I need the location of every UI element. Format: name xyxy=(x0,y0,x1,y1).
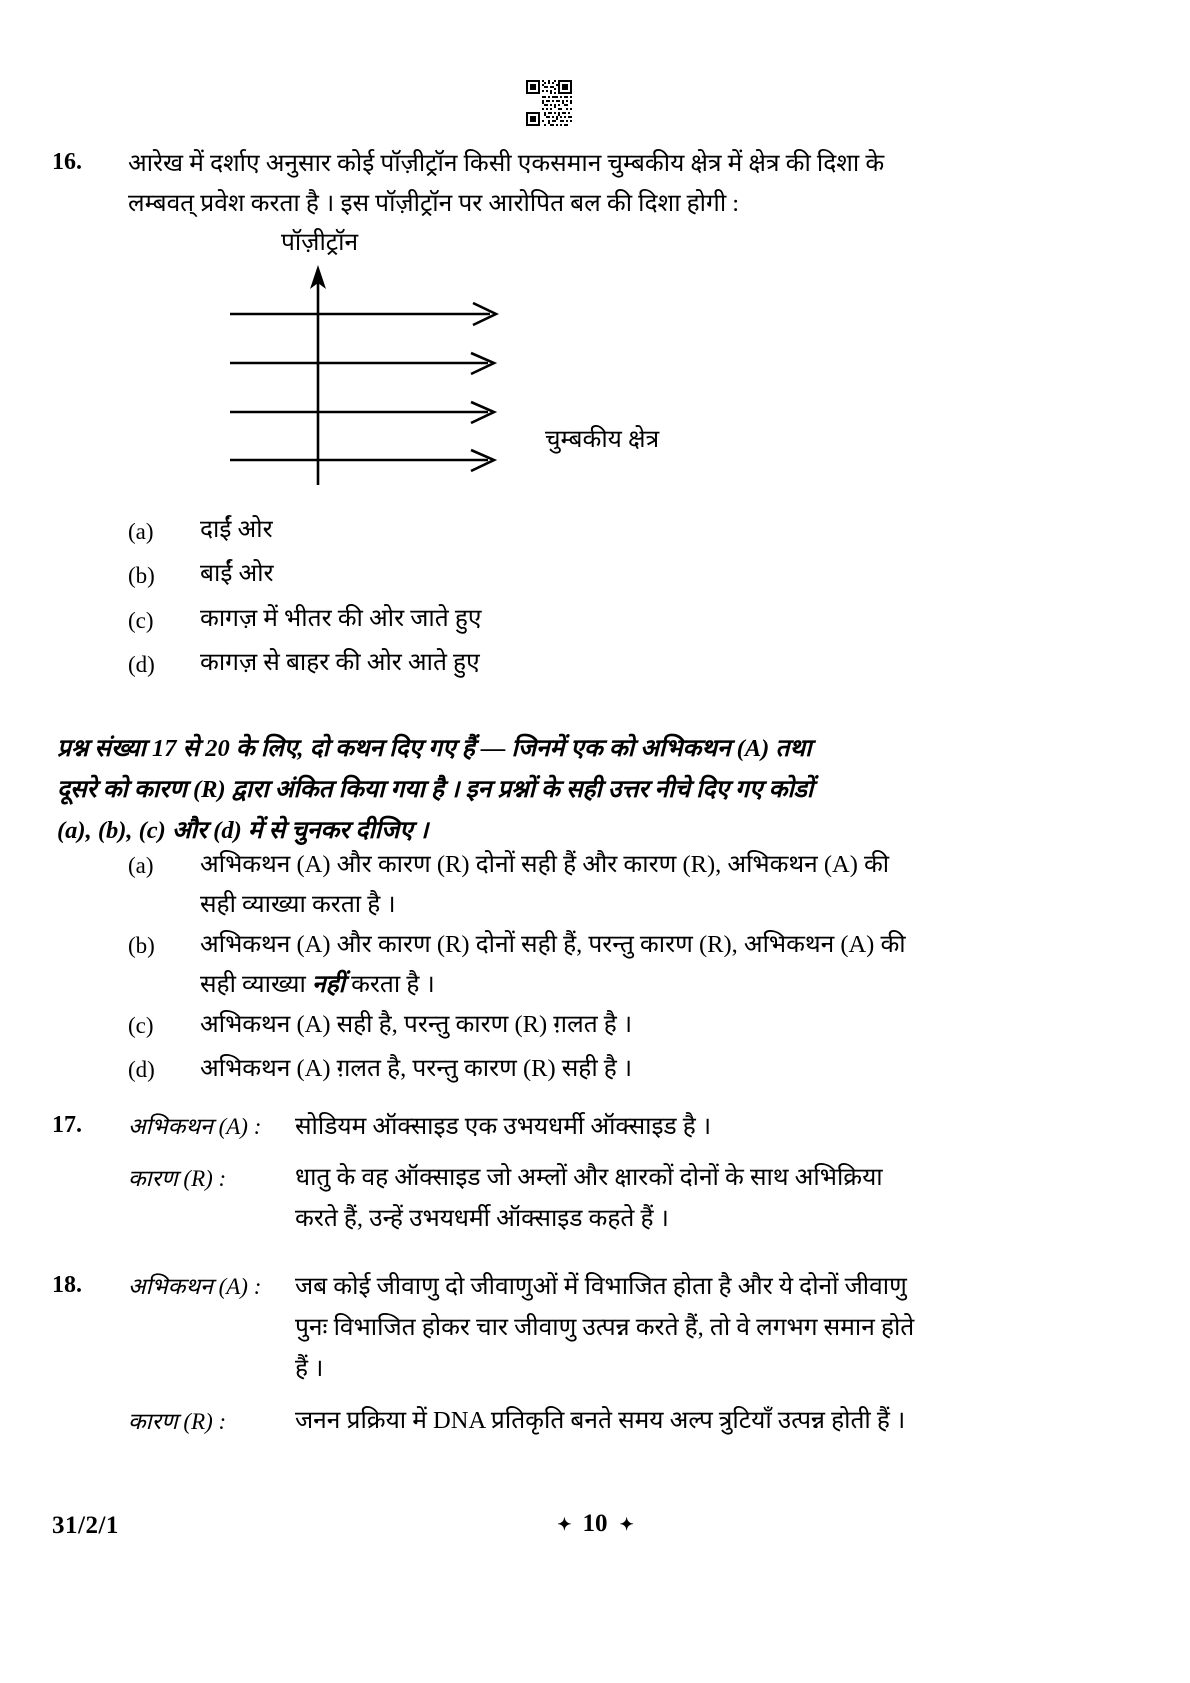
assertion-instructions-line-1: प्रश्न संख्या 17 से 20 के लिए, दो कथन दिए गए हैं — जिनमें एक को अभिकथन (A) तथा xyxy=(57,735,812,762)
question-17-reason-line-1: धातु के वह ऑक्साइड जो अम्लों और क्षारकों दोनों के साथ अभिक्रिया xyxy=(295,1164,883,1191)
question-16-option-c-label: (c) xyxy=(128,608,154,633)
question-16-number: 16. xyxy=(52,149,82,175)
assertion-option-b-line-2-pre: सही व्याख्या xyxy=(200,971,312,998)
question-16-option-d-label: (d) xyxy=(128,652,155,677)
assertion-option-a-line-1[interactable]: अभिकथन (A) और कारण (R) दोनों सही हैं और कारण (R), अभिकथन (A) की xyxy=(200,851,890,878)
question-18-reason-label: कारण (R) : xyxy=(128,1409,227,1434)
question-17-assertion-label: अभिकथन (A) : xyxy=(128,1114,262,1139)
assertion-option-b-line-1[interactable]: अभिकथन (A) और कारण (R) दोनों सही हैं, परन्तु कारण (R), अभिकथन (A) की xyxy=(200,931,906,958)
diagram-label-positron: पॉज़ीट्रॉन xyxy=(281,229,359,256)
question-16-option-b-text[interactable]: बाईं ओर xyxy=(200,560,274,587)
assertion-option-a-label: (a) xyxy=(128,853,154,878)
question-18-number: 18. xyxy=(52,1272,82,1298)
question-18-assertion-line-1: जब कोई जीवाणु दो जीवाणुओं में विभाजित होता है और ये दोनों जीवाणु xyxy=(295,1273,907,1300)
assertion-option-b-emphasis: नहीं xyxy=(312,971,345,998)
assertion-option-d-label: (d) xyxy=(128,1057,155,1082)
question-16-option-a-label: (a) xyxy=(128,519,154,544)
question-16-option-a-text[interactable]: दाईं ओर xyxy=(200,516,273,543)
question-16-option-d-text[interactable]: कागज़ से बाहर की ओर आते हुए xyxy=(200,649,480,676)
assertion-option-c-line-1[interactable]: अभिकथन (A) सही है, परन्तु कारण (R) ग़लत है । xyxy=(200,1011,633,1038)
question-17-reason-line-2: करते हैं, उन्हें उभयधर्मी ऑक्साइड कहते हैं । xyxy=(295,1205,669,1232)
assertion-option-b-line-2 xyxy=(200,964,435,1005)
assertion-option-b-label: (b) xyxy=(128,933,155,958)
footer-page-number: 10 xyxy=(582,1510,608,1537)
assertion-instructions-line-2: दूसरे को कारण (R) द्वारा अंकित किया गया है । इन प्रश्नों के सही उत्तर नीचे दिए गए कोडों xyxy=(57,776,814,803)
question-16-option-c-text[interactable]: कागज़ में भीतर की ओर जाते हुए xyxy=(200,605,482,632)
question-16-stem-line-2: लम्बवत् प्रवेश करता है । इस पॉज़ीट्रॉन पर आरोपित बल की दिशा होगी : xyxy=(128,190,740,217)
footer-page-number-wrap xyxy=(0,1510,1190,1538)
footer-paper-code: 31/2/1 xyxy=(52,1512,119,1539)
question-17-reason-label: कारण (R) : xyxy=(128,1166,227,1191)
qr-code-icon xyxy=(526,80,572,126)
question-18-assertion-line-3: हैं । xyxy=(295,1355,324,1382)
question-16-option-b-label: (b) xyxy=(128,563,155,588)
question-17-assertion-text: सोडियम ऑक्साइड एक उभयधर्मी ऑक्साइड है । xyxy=(295,1113,712,1140)
assertion-option-c-label: (c) xyxy=(128,1013,154,1038)
assertion-option-b-line-2-post: करता है । xyxy=(344,971,435,998)
question-18-assertion-label: अभिकथन (A) : xyxy=(128,1274,262,1299)
question-18-assertion-line-2: पुनः विभाजित होकर चार जीवाणु उत्पन्न करते हैं, तो वे लगभग समान होते xyxy=(295,1314,915,1341)
footer-deco-right-icon: ✦ xyxy=(619,1515,633,1535)
footer-deco-left-icon: ✦ xyxy=(557,1515,571,1535)
question-17-number: 17. xyxy=(52,1112,82,1138)
assertion-option-a-line-2: सही व्याख्या करता है । xyxy=(200,891,396,918)
question-16-stem-line-1: आरेख में दर्शाए अनुसार कोई पॉज़ीट्रॉन किसी एकसमान चुम्बकीय क्षेत्र में क्षेत्र की दिशा के xyxy=(128,150,885,177)
assertion-option-d-line-1[interactable]: अभिकथन (A) ग़लत है, परन्तु कारण (R) सही है । xyxy=(200,1055,633,1082)
question-18-reason-line-1: जनन प्रक्रिया में DNA प्रतिकृति बनते समय अल्प त्रुटियाँ उत्पन्न होती हैं । xyxy=(295,1407,906,1434)
diagram-label-magnetic-field: चुम्बकीय क्षेत्र xyxy=(545,426,660,453)
assertion-instructions-line-3: (a), (b), (c) और (d) में से चुनकर दीजिए । xyxy=(57,817,429,844)
